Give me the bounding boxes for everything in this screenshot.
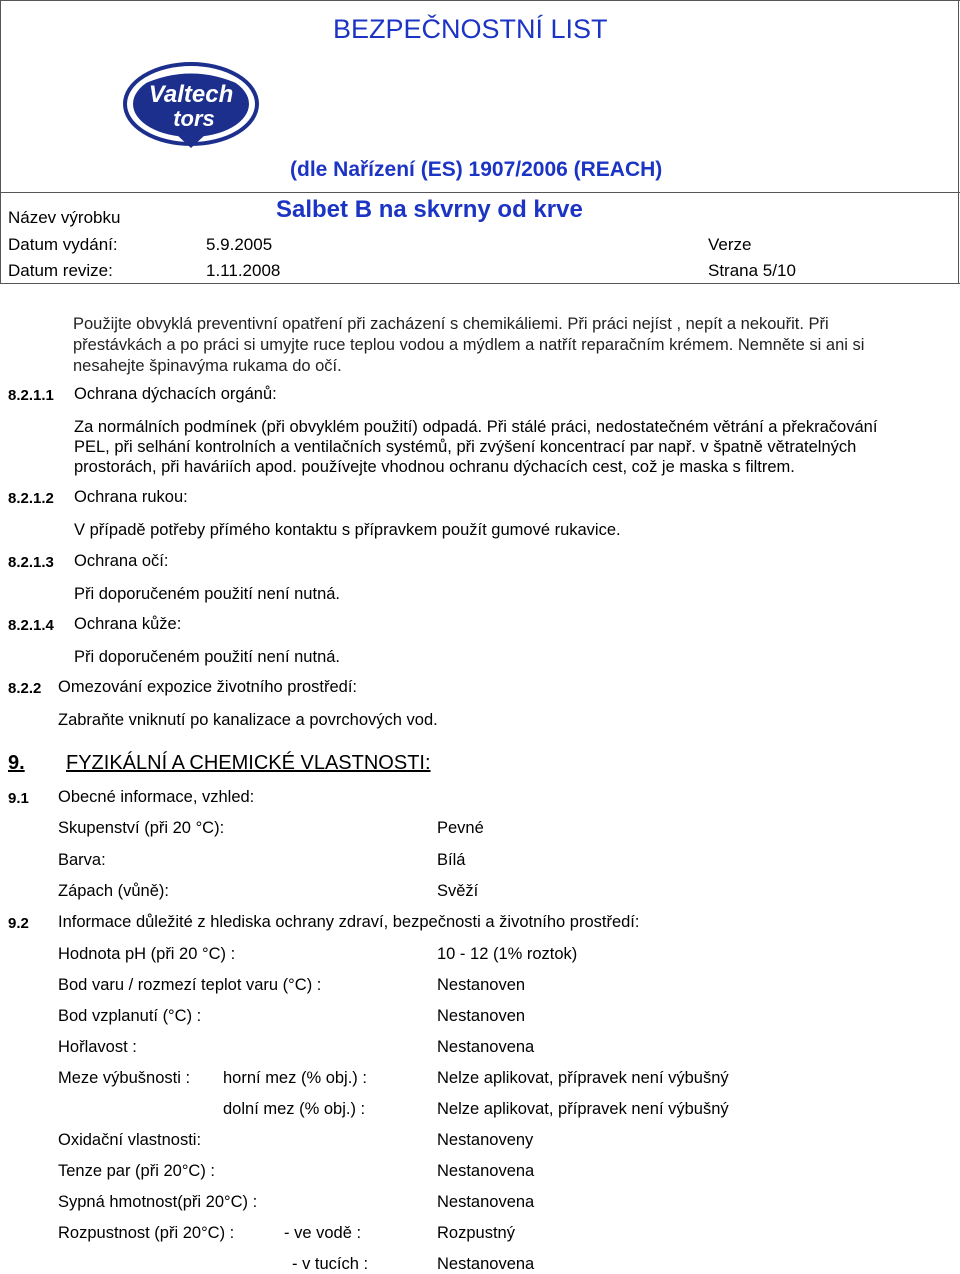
section-heading: Ochrana kůže: <box>74 615 182 633</box>
issue-date-label: Datum vydání: <box>8 235 118 254</box>
respiratory-text-line: Za normálních podmínek (při obvyklém použití) odpadá. Při stálé práci, nedostatečném větrání a překračování <box>74 418 878 436</box>
section-number: 8.2.1.1 <box>8 387 54 404</box>
property-sublabel: - ve vodě : <box>284 1224 362 1242</box>
property-sublabel: - v tucích : <box>292 1255 369 1273</box>
property-label: Oxidační vlastnosti: <box>58 1131 202 1149</box>
chapter-number: 9. <box>8 752 25 774</box>
property-value: Svěží <box>437 882 479 900</box>
property-value: Nestanovena <box>437 1255 535 1273</box>
chapter-heading: FYZIKÁLNÍ A CHEMICKÉ VLASTNOSTI: <box>66 752 431 774</box>
section-number: 8.2.1.4 <box>8 617 54 634</box>
section-heading: Omezování expozice životního prostředí: <box>58 678 357 696</box>
revision-date: 1.11.2008 <box>206 261 281 280</box>
regulation-subtitle: (dle Nařízení (ES) 1907/2006 (REACH) <box>290 158 663 181</box>
header-divider <box>0 192 960 193</box>
environment-text: Zabraňte vniknutí po kanalizace a povrchových vod. <box>58 711 438 729</box>
intro-line: nesahejte špinavýma rukama do očí. <box>73 357 342 375</box>
logo-text-2: tors <box>173 106 215 131</box>
header-right-border <box>958 0 959 283</box>
property-label: Meze výbušnosti : <box>58 1069 191 1087</box>
property-value: Nelze aplikovat, přípravek není výbušný <box>437 1100 729 1118</box>
property-value: Nestanovena <box>437 1193 535 1211</box>
property-label: Barva: <box>58 851 106 869</box>
version-label: Verze <box>708 235 752 254</box>
section-heading: Obecné informace, vzhled: <box>58 788 255 806</box>
section-heading: Ochrana očí: <box>74 552 169 570</box>
property-value: Nestanoveny <box>437 1131 534 1149</box>
product-label: Název výrobku <box>8 208 121 227</box>
issue-date: 5.9.2005 <box>206 235 273 254</box>
property-value: Nestanovena <box>437 1038 535 1056</box>
property-value: Pevné <box>437 819 484 837</box>
respiratory-text-line: prostorách, při haváriích apod. používejte vhodnou ochranu dýchacích cest, což je maska s filtrem. <box>74 458 795 476</box>
property-label: Hořlavost : <box>58 1038 137 1056</box>
property-label: Sypná hmotnost(při 20°C) : <box>58 1193 258 1211</box>
document-title: BEZPEČNOSTNÍ LIST <box>333 14 608 44</box>
intro-line: přestávkách a po práci si umyjte ruce teplou vodou a mýdlem a natřít reparačním krémem. Nemněte si ani si <box>73 336 865 354</box>
valtech-tors-logo <box>122 62 260 150</box>
section-heading: Informace důležité z hlediska ochrany zdraví, bezpečnosti a životního prostředí: <box>58 913 640 931</box>
property-label: Bod varu / rozmezí teplot varu (°C) : <box>58 976 322 994</box>
property-value: Nelze aplikovat, přípravek není výbušný <box>437 1069 729 1087</box>
property-value: 10 - 12 (1% roztok) <box>437 945 578 963</box>
section-number: 9.1 <box>8 790 29 807</box>
section-number: 9.2 <box>8 915 29 932</box>
property-label: Zápach (vůně): <box>58 882 169 900</box>
property-value: Nestanoven <box>437 976 526 994</box>
property-label: Hodnota pH (při 20 °C) : <box>58 945 236 963</box>
property-value: Rozpustný <box>437 1224 515 1242</box>
hand-protection-text: V případě potřeby přímého kontaktu s přípravkem použít gumové rukavice. <box>74 521 621 539</box>
header-top-border <box>0 0 960 1</box>
property-sublabel: horní mez (% obj.) : <box>223 1069 367 1087</box>
skin-protection-text: Při doporučeném použití není nutná. <box>74 648 341 666</box>
intro-line: Použijte obvyklá preventivní opatření při zacházení s chemikáliemi. Při práci nejíst , nepít a nekouřit. Při <box>73 315 829 333</box>
property-value: Nestanovena <box>437 1162 535 1180</box>
product-name: Salbet B na skvrny od krve <box>276 196 583 223</box>
property-sublabel: dolní mez (% obj.) : <box>223 1100 366 1118</box>
section-heading: Ochrana rukou: <box>74 488 188 506</box>
section-number: 8.2.1.3 <box>8 554 54 571</box>
property-label: Skupenství (při 20 °C): <box>58 819 225 837</box>
section-number: 8.2.2 <box>8 680 42 697</box>
property-label: Bod vzplanutí (°C) : <box>58 1007 202 1025</box>
respiratory-text-line: PEL, při selhání kontrolních a ventilačních systémů, při zvýšení koncentrací par např. v špatně větratelných <box>74 438 857 456</box>
property-label: Tenze par (při 20°C) : <box>58 1162 215 1180</box>
page-number: Strana 5/10 <box>708 261 796 280</box>
eye-protection-text: Při doporučeném použití není nutná. <box>74 585 341 603</box>
property-label: Rozpustnost (při 20°C) : <box>58 1224 235 1242</box>
logo-text-1: Valtech <box>148 81 234 108</box>
header-bottom-border <box>0 283 960 284</box>
header-left-border <box>0 0 1 283</box>
section-heading: Ochrana dýchacích orgánů: <box>74 385 277 403</box>
property-value: Bílá <box>437 851 466 869</box>
revision-date-label: Datum revize: <box>8 261 113 280</box>
property-value: Nestanoven <box>437 1007 526 1025</box>
section-number: 8.2.1.2 <box>8 490 54 507</box>
